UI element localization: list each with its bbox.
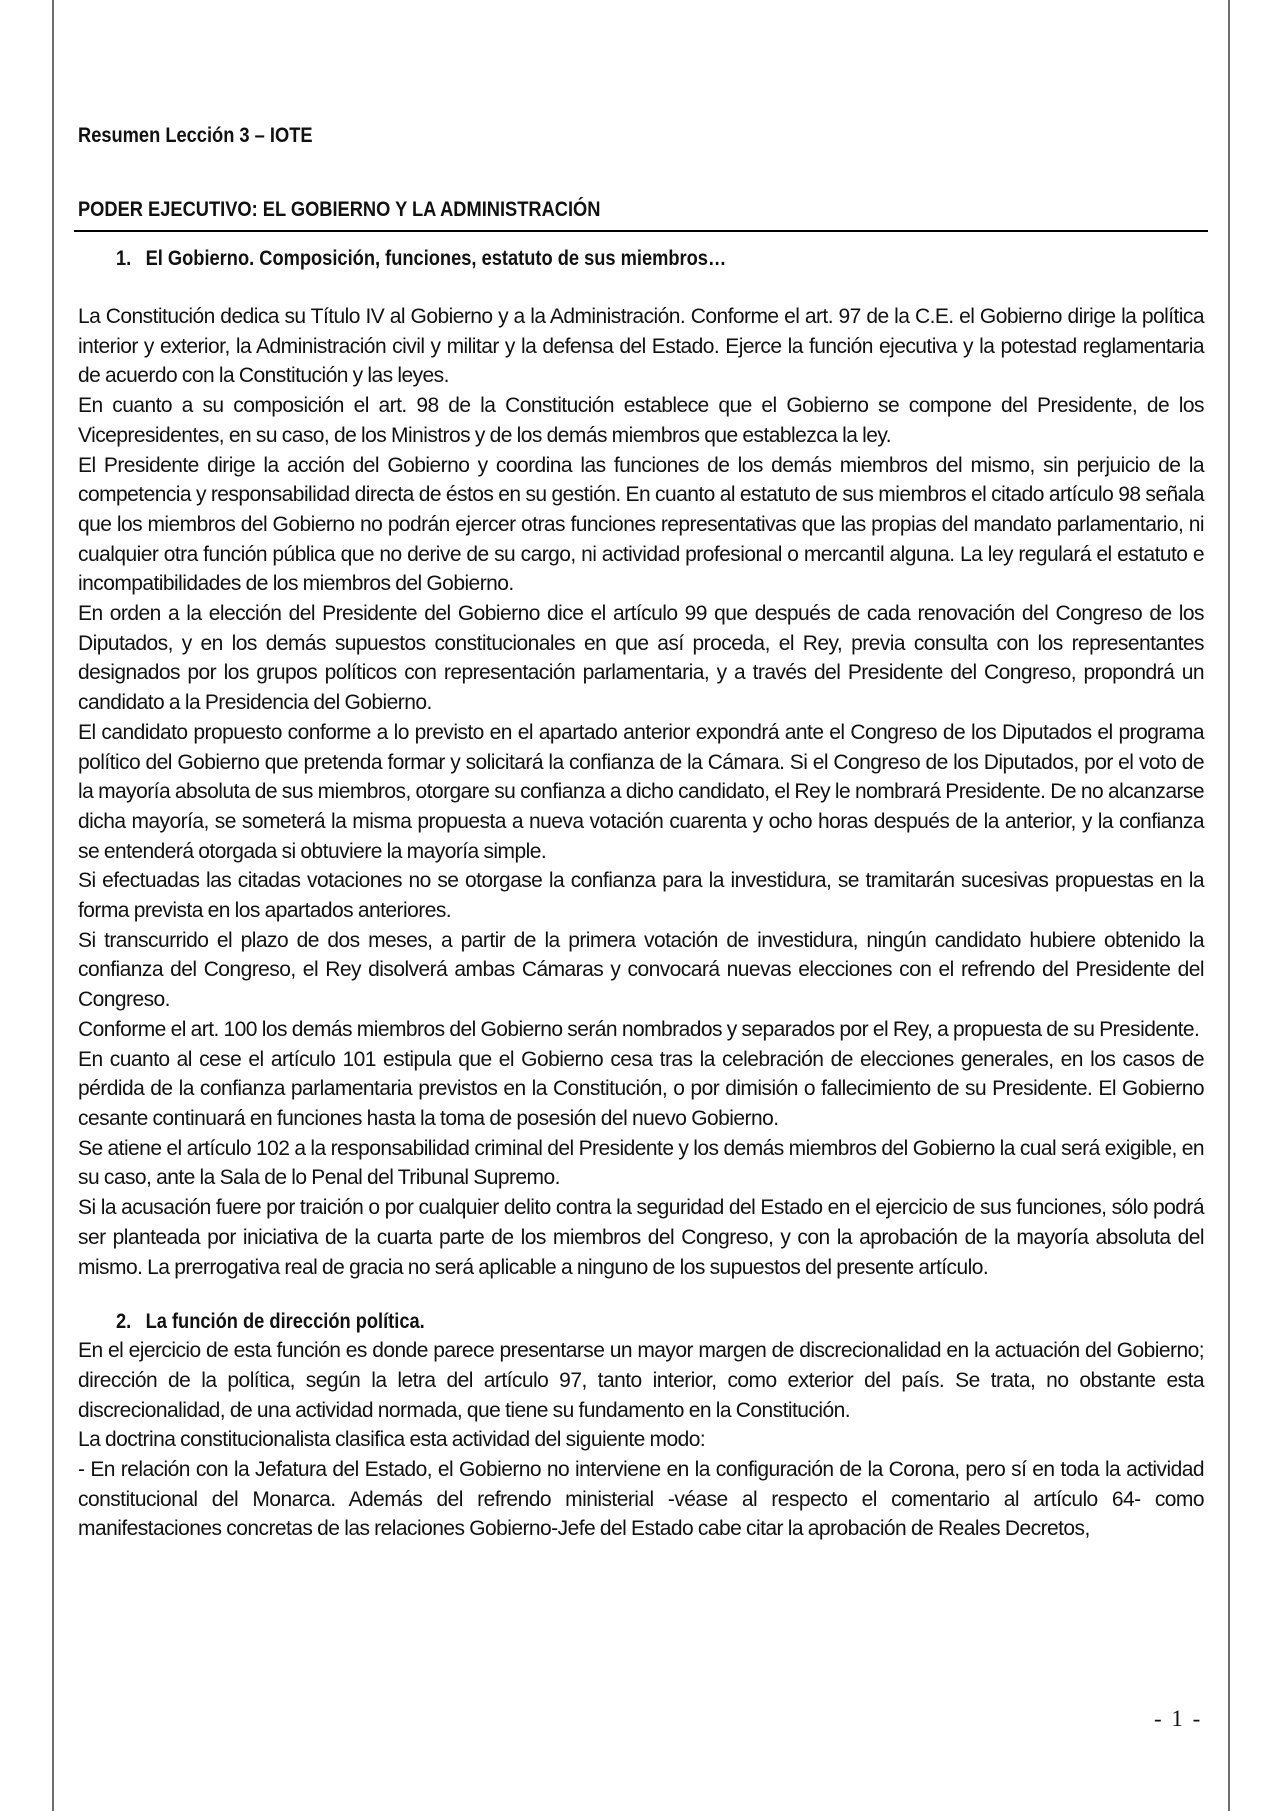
heading-rule <box>74 230 1208 232</box>
page-number: - 1 - <box>1154 1706 1203 1731</box>
section-2-title <box>116 1308 1063 1336</box>
paragraph: La doctrina constitucionalista clasifica esta actividad del siguiente modo: <box>78 1428 706 1452</box>
document-heading: PODER EJECUTIVO: EL GOBIERNO Y LA ADMINISTRACIÓN <box>78 198 601 221</box>
paragraph: En cuanto a su composición el art. 98 de la Constitución establece que el Gobierno se compone del Presidente, de los Vicepresidentes, en su caso, de los Ministros y de los demás miembros que establezca la ley. <box>78 394 1204 447</box>
paragraph: El candidato propuesto conforme a lo previsto en el apartado anterior expondrá ante el Congreso de los Diputados el programa político del Gobierno que pretenda formar y solicitará la confianza de la Cámara. Si el Congreso de los Diputados, por el voto de la mayoría absoluta de sus miembros, otorgare su confianza a dicho candidato, el Rey le nombrará Presidente. De no alcanzarse dicha mayoría, se someterá la misma propuesta a nueva votación cuarenta y ocho horas después de la anterior, y la confianza se entenderá otorgada si obtuviere la mayoría simple. <box>78 720 1204 863</box>
paragraph: - En relación con la Jefatura del Estado, el Gobierno no interviene en la configuración de la Corona, pero sí en toda la actividad constitucional del Monarca. Además del refrendo ministerial -véase al respecto el comentario al artículo 64- como manifestaciones concretas de las relaciones Gobierno-Jefe del Estado cabe citar la aprobación de Reales Decretos, <box>78 1458 1204 1541</box>
page-right-edge <box>1228 0 1230 1811</box>
paragraph: En cuanto al cese el artículo 101 estipula que el Gobierno cesa tras la celebración de elecciones generales, en los casos de pérdida de la confianza parlamentaria previstos en la Constitución, o por dimisión o fallecimiento de su Presidente. El Gobierno cesante continuará en funciones hasta la toma de posesión del nuevo Gobierno. <box>78 1047 1204 1130</box>
document-page <box>78 122 1204 1544</box>
paragraph: Si la acusación fuere por traición o por cualquier delito contra la seguridad del Estado en el ejercicio de sus funciones, sólo podrá ser planteada por iniciativa de la cuarta parte de los miembros del Congreso, y con la aprobación de la mayoría absoluta del mismo. La prerrogativa real de gracia no será aplicable a ninguno de los supuestos del presente artículo. <box>78 1196 1204 1279</box>
paragraph: Si efectuadas las citadas votaciones no se otorgase la confianza para la investidura, se tramitarán sucesivas propuestas en la forma prevista en los apartados anteriores. <box>78 869 1204 923</box>
page-left-edge <box>52 0 54 1811</box>
paragraph: Conforme el art. 100 los demás miembros del Gobierno serán nombrados y separados por el Rey, a propuesta de su Presidente. <box>78 1017 1200 1041</box>
paragraph: En orden a la elección del Presidente del Gobierno dice el artículo 99 que después de cada renovación del Congreso de los Diputados, y en los demás supuestos constitucionales en que así proceda, el Rey, previa consulta con los representantes designados por los grupos políticos con representación parlamentaria, y a través del Presidente del Congreso, propondrá un candidato a la Presidencia del Gobierno. <box>78 602 1204 715</box>
section-1-body <box>78 302 1204 1282</box>
document-title: Resumen Lección 3 – IOTE <box>78 124 313 147</box>
section-1-number: 1. <box>116 247 132 270</box>
section-2-title-text: La función de dirección política. <box>145 1310 425 1334</box>
paragraph: Si transcurrido el plazo de dos meses, a partir de la primera votación de investidura, ningún candidato hubiere obtenido la confianza del Congreso, el Rey disolverá ambas Cámaras y convocará nuevas elecciones con el refrendo del Presidente del Congreso. <box>78 928 1204 1012</box>
section-1-title-text: El Gobierno. Composición, funciones, estatuto de sus miembros… <box>145 247 727 270</box>
section-2-body <box>78 1336 1204 1544</box>
section-2-number: 2. <box>116 1310 132 1334</box>
paragraph: El Presidente dirige la acción del Gobierno y coordina las funciones de los demás miembros del mismo, sin perjuicio de la competencia y responsabilidad directa de éstos en su gestión. En cuanto al estatuto de sus miembros el citado artículo 98 señala que los miembros del Gobierno no podrán ejercer otras funciones representativas que las propias del mandato parlamentario, ni cualquier otra función pública que no derive de su cargo, ni actividad profesional o mercantil alguna. La ley regulará el estatuto e incompatibilidades de los miembros del Gobierno. <box>78 453 1204 596</box>
paragraph: La Constitución dedica su Título IV al Gobierno y a la Administración. Conforme el art. 97 de la C.E. el Gobierno dirige la política interior y exterior, la Administración civil y militar y la defensa del Estado. Ejerce la función ejecutiva y la potestad reglamentaria de acuerdo con la Constitución y las leyes. <box>78 305 1204 388</box>
paragraph: En el ejercicio de esta función es donde parece presentarse un mayor margen de discrecionalidad en la actuación del Gobierno; dirección de la política, según la letra del artículo 97, tanto interior, como exterior del país. Se trata, no obstante esta discrecionalidad, de una actividad normada, que tiene su fundamento en la Constitución. <box>78 1339 1204 1422</box>
section-1-title <box>116 245 1063 273</box>
paragraph: Se atiene el artículo 102 a la responsabilidad criminal del Presidente y los demás miembros del Gobierno la cual será exigible, en su caso, ante la Sala de lo Penal del Tribunal Supremo. <box>78 1136 1204 1190</box>
